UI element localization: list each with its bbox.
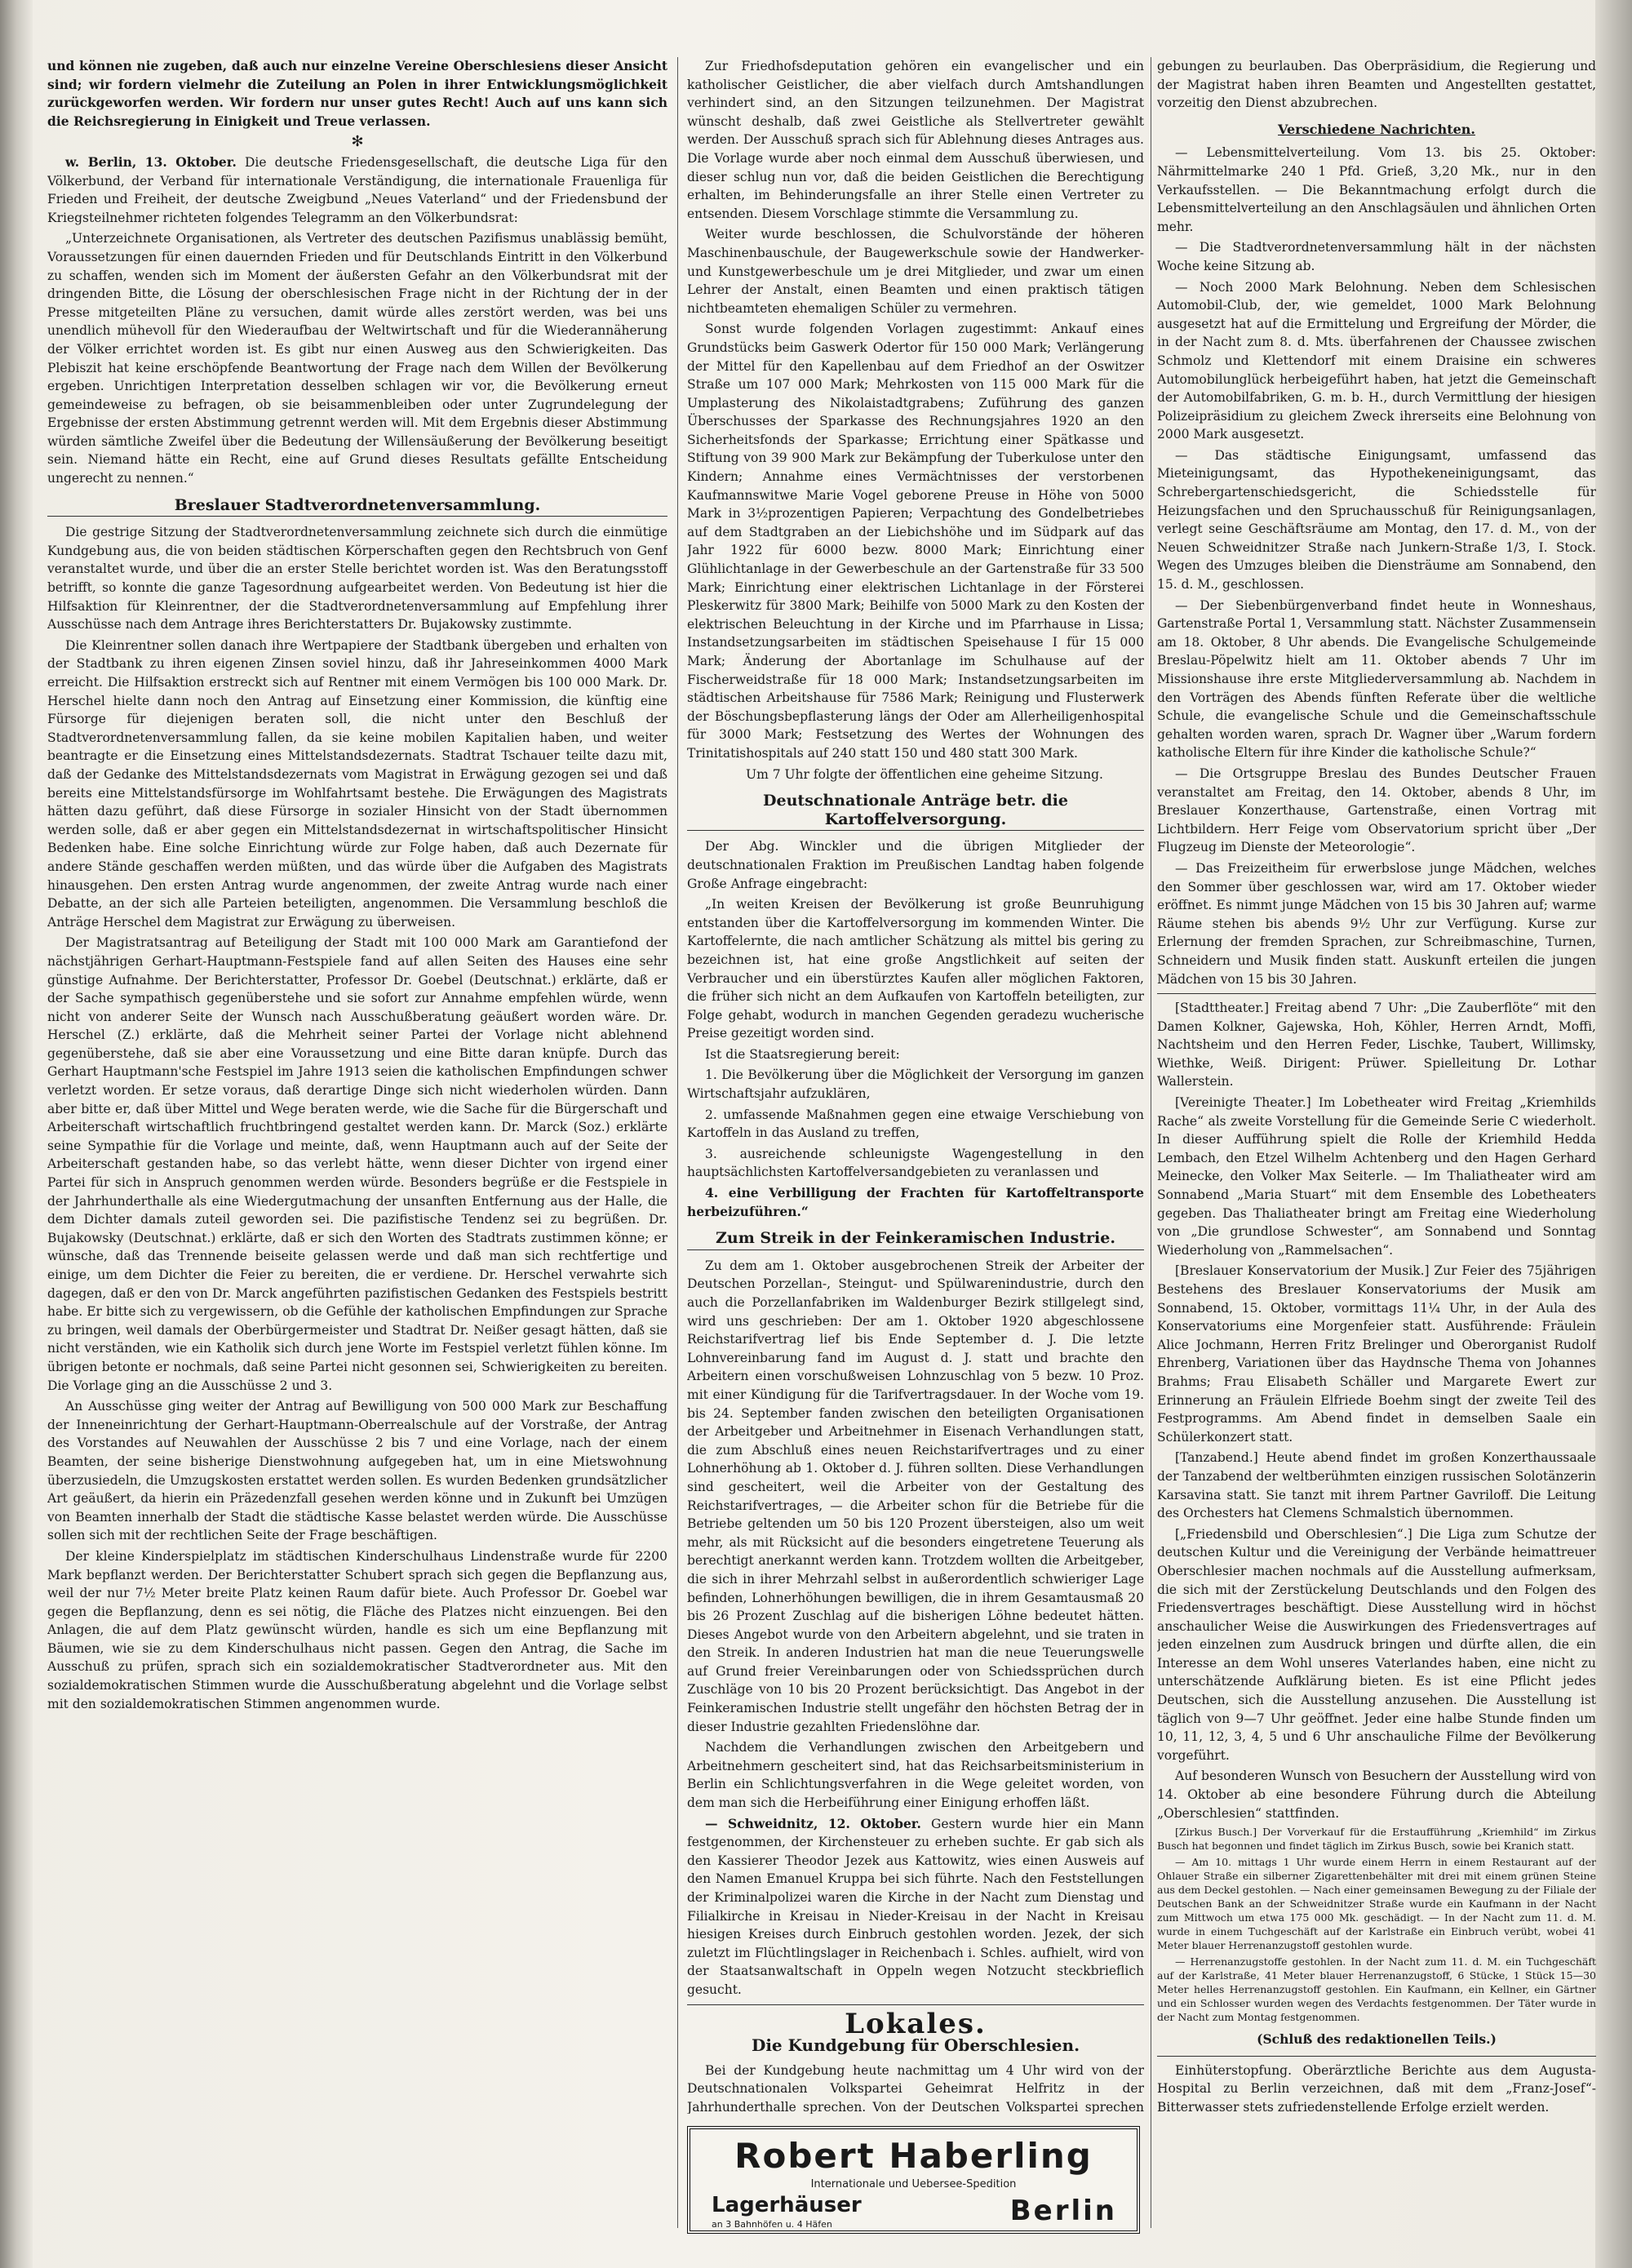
svv-paragraph-1: Die gestrige Sitzung der Stadtverordnetenversammlung zeichnete sich durch die einmütige Kundgebung aus, die von beiden städtischen Körperschaften gegen den Rechtsbruch von Genf veranstaltet wurde, und über die an erster Stelle berichtet worden ist. Was den Beratungsstoff betrifft, so konnte die ganze Tagesordnung aufgearbeitet werden. Von Bedeutung ist hier die Hilfsaktion für Kleinrentner, der die Stadtverordnetenversammlung auf Empfehlung ihrer Ausschüsse nach dem Antrage ihres Berichterstatters Dr. Bujakowsky zustimmte.	[47, 525, 667, 632]
ad-company-name: Robert Haberling	[734, 2136, 1093, 2176]
telegram-text: „Unterzeichnete Organisationen, als Vertreter des deutschen Pazifismus unablässig bemüht, Voraussetzungen für einen dauernden Frieden und für Deutschlands Eintritt in den Völkerbund zu schaffen, wenden sich im Moment der äußersten Gefahr an den Völkerbundsrat mit der dringenden Bitte, die Lösung der oberschlesischen Frage nicht in der Richtung der in der Presse mitgeteilten Pläne zu versuchen, damit würde alles zerstört werden, was bei uns unendlich mühevoll für den Wiederaufbau der Weltwirtschaft und für die Wiederannäherung der Völker errichtet worden ist. Es gibt nur einen Ausweg aus den Schwierigkeiten. Das Plebiszit hat keine erschöpfende Beantwortung der Frage nach dem Willen der Bevölkerung ergeben. Unrichtigen Interpretation desselben schlagen wir vor, die Bevölkerung erneut gemeindeweise zu befragen, ob sie beisammenbleiben oder unter Zugrundelegung der Ergebnisse der ersten Abstimmung getrennt werden will. Mit dem Ergebnis dieser Abstimmung würden sämtliche Zweifel über die Bedeutung der Willensäußerung der Bevölkerung beseitigt sein. Niemand hätte ein Recht, eine auf Grund dieses Resultats gefällte Entscheidung ungerecht zu nennen.“	[47, 231, 667, 486]
schweidnitz-article	[687, 1815, 1144, 1999]
kartoffel-question: Ist die Staatsregierung bereit:	[705, 1046, 900, 1062]
konservatorium-notice: [Breslauer Konservatorium der Musik.] Zur Feier des 75jährigen Bestehens des Breslauer Konservatoriums der Musik am Sonnabend, 15. Oktober, vormittags 11¼ Uhr, in der Aula des Konservatoriums eine Morgenfeier statt. Ausführende: Fräulein Alice Jochmann, Herren Fritz Brelinger und Oberorganist Rudolf Ehrenberg, Variationen über das Haydnsche Thema von Johannes Brahms; Frau Elisabeth Schäller und Margarete Ewert zur Erinnerung an Fräulein Elfriede Boehm singt der zweite Teil des Festprogramms. Am Abend findet in demselben Saale ein Schülerkonzert statt.	[1157, 1263, 1596, 1445]
haberling-advertisement	[687, 2126, 1140, 2234]
zirkus-notice: [Zirkus Busch.] Der Vorverkauf für die Erstaufführung „Kriemhild“ im Zirkus Busch hat begonnen und findet täglich im Zirkus Busch, sowie bei Kranich statt.	[1157, 1826, 1596, 1853]
berlin-dateline: w. Berlin, 13. Oktober.	[65, 153, 237, 170]
kartoffel-paragraph-1: Der Abg. Winckler und die übrigen Mitglieder der deutschnationalen Fraktion im Preußischen Landtag haben folgende Große Anfrage eingebracht:	[687, 839, 1144, 891]
lokales-rule	[687, 2004, 1144, 2005]
news-item-lebensmittel: — Lebensmittelverteilung. Vom 13. bis 25. Oktober: Nährmittelmarke 240 1 Pfd. Grieß, 3,20 Mk., nur in den Verkaufsstellen. — Die Bekanntmachung erfolgt durch die Lebensmittelverteilung an den Anschlagsäulen und ähnlichen Orten mehr.	[1157, 145, 1596, 234]
vorlagen-paragraph: Sonst wurde folgenden Vorlagen zugestimmt: Ankauf eines Grundstücks beim Gaswerk Odertor für 150 000 Mark; Verlängerung der Mittel für den Kapellenbau auf dem Friedhof an der Oswitzer Straße um 107 000 Mark; Mehrkosten von 115 000 Mark für die Umplasterung des Nikolaistadtgrabens; Zuführung des ganzen Überschusses der Sparkasse des Rechnungsjahres 1920 an den Sicherheitsfonds der Sparkasse; Errichtung einer Spätkasse und Stiftung von 39 900 Mark zur Bekämpfung der Tuberkulose unter den Kindern; Annahme eines Vermächtnisses der verstorbenen Kaufmannswitwe Marie Vogel geborene Preuse in Höhe von 5000 Mark in 3½prozentigen Papieren; Verpachtung des Gondelbetriebes auf dem Stadtgraben an der Liebichshöhe und im Südpark auf das Jahr 1922 für 6000 bezw. 8000 Mark; Einrichtung einer Glühlichtanlage in der Gewerbeschule an der Gartenstraße für 33 500 Mark; Einrichtung einer elektrischen Lichtanlage in der Försterei Pleskerwitz für 3800 Mark; Beihilfe von 5000 Mark zu den Kosten der elektrischen Beleuchtung in der Kirche und im Pfarrhause in Lissa; Instandsetzungsarbeiten im städtischen Speisehause I für 15 000 Mark; Änderung der Abortanlage im Schulhause auf der Fischerweidstraße für 18 000 Mark; Instandsetzungsarbeiten im städtischen Arbeitshause für 7586 Mark; Reinigung und Flusterwerk der Böschungsbepflasterung längs der Oder am Allerheiligenhospital für 3000 Mark; Festsetzung des Wertes der Wohnungen des Trinitatishospitals auf 240 statt 150 und 480 statt 300 Mark.	[687, 322, 1144, 761]
svv-paragraph-5: Der kleine Kinderspielplatz im städtischen Kinderschulhaus Lindenstraße wurde für 2200 Mark bepflanzt werden. Der Berichterstatter Schubert sprach sich gegen die Bepflanzung aus, weil der nur 7½ Meter breite Platz keinen Raum dafür biete. Auch Professor Dr. Goebel war gegen die Bepflanzung, denn es sei nötig, die Fläche des Platzes nicht einzuengen. Bei den Anlagen, die auf dem Platz gewünscht würden, handle es sich um eine Bepflanzung mit Bäumen, wie sie zu dem Kinderschulhaus nicht passen. Gegen den Antrag, die Sache im Ausschuß zu prüfen, sprach sich ein sozialdemokratischer Stadtverordneter aus. Mit den sozialdemokratischen Stimmen wurde die Ausschußberatung abgelehnt und die Vorlage selbst mit den sozialdemokratischen Stimmen angenommen wurde.	[47, 1548, 667, 1711]
news-item-freizeitheim: — Das Freizeitheim für erwerbslose junge Mädchen, welches den Sommer über geschlossen war, wird am 17. Oktober wieder eröffnet. Es nimmt junge Mädchen von 15 bis 30 Jahren auf; warme Räume stehen bis abends 9½ Uhr zur Verfügung. Kurse zur Erlernung der fremden Sprachen, zur Schreibmaschine, Turnen, Schneidern und Musik finden statt. Auskunft erteilen die jungen Mädchen von 15 bis 30 Jahren.	[1157, 860, 1596, 987]
friedensbild-notice: [„Friedensbild und Oberschlesien“.] Die Liga zum Schutze der deutschen Kultur und die Vereinigung der Verbände heimattreuer Oberschlesier machen nochmals auf die Ausstellung aufmerksam, die sich mit der Zerstückelung Deutschlands und den Folgen des Friedensvertrages beschäftigt. Diese Ausstellung wird in höchst anschaulicher Weise die Auswirkungen des Friedensvertrages auf jeden einzelnen zum Ausdruck bringen und dürfte allen, die ein Interesse an dem Wohl unseres Vaterlandes haben, eine nicht zu unterschätzende Aufklärung bieten. Es ist eine Pflicht jedes Deutschen, sich die Ausstellung anzusehen. Die Ausstellung ist täglich von 9—7 Uhr geöffnet. Jeder eine halbe Stunde finden um 10, 11, 12, 3, 4, 5 und 6 Uhr anschauliche Filme der Bevölkerung vorgeführt.	[1157, 1526, 1596, 1763]
kundgebung-paragraph: Bei der Kundgebung heute nachmittag um 4 Uhr wird von der Deutschnationalen Volkspartei Geheimrat Helfritz in der Jahrhunderthalle sprechen. Von der Deutschen Volkspartei sprechen	[687, 2062, 1144, 2114]
streik-paragraph-2: Nachdem die Verhandlungen zwischen den Arbeitgebern und Arbeitnehmern gescheitert sind, hat das Reichsarbeitsministerium in Berlin ein Schlichtungsverfahren in die Wege geleitet worden, von dem man sich die Herbeiführung einer Einigung erhoffen läßt.	[687, 1740, 1144, 1811]
lokales-heading: Lokales.	[845, 2007, 987, 2040]
schweidnitz-text: Gestern wurde hier ein Mann festgenommen, der Kirchensteuer zu erheben suchte. Er gab sich als den Kassierer Theodor Jezek aus Kattowitz, wies einen Ausweis auf den Namen Emanuel Kruppa bei sich führte. Nach den Feststellungen der Kriminalpolizei waren die Kirche in der Nacht zum Dienstag und Filialkirche in Kreisau in Nieder-Kreisau in der Nacht in Kreisau hiesigen Kreises durch Einbruch gestohlen worden. Jezek, der sich zuletzt im Flüchtlingslager in Reichenbach i. Schles. aufhielt, wird von der Staatsanwaltschaft in Oppeln wegen Notzucht steckbrieflich gesucht.	[687, 1816, 1144, 1997]
theater-stadttheater: [Stadttheater.] Freitag abend 7 Uhr: „Die Zauberflöte“ mit den Damen Kolkner, Gajewska, Hoh, Köhler, Herren Arndt, Moffi, Nachtsheim und den Herren Feder, Lischke, Taubert, Willimsky, Wiethke, Weiß. Dirigent: Prüwer. Spielleitung Dr. Lothar Wallerstein.	[1157, 1001, 1596, 1090]
kartoffel-item-3: 3. ausreichende schleunigste Wagengestellung in den hauptsächlichsten Kartoffelversandgebieten zu veranlassen und	[687, 1146, 1144, 1180]
news-item-frauen: — Die Ortsgruppe Breslau des Bundes Deutscher Frauen veranstaltet am Freitag, den 14. Oktober, abends 8 Uhr, im Breslauer Konzerthause, Gartenstraße, einen Vortrag mit Lichtbildern. Herr Feige vom Observatorium spricht über „Der Flugzeug im Dienste der Meteorologie“.	[1157, 766, 1596, 855]
police-notice-2: — Herrenanzugstoffe gestohlen. In der Nacht zum 11. d. M. ein Tuchgeschäft auf der Karlstraße, 41 Meter blauer Herrenanzugstoff, 6 Stücke, 1 Stück 15—30 Meter helles Herrenanzugstoff gestohlen. Ein Kaufmann, ein Kellner, ein Gärtner und ein Schlosser wurden wegen des Verdachts festgenommen. Der Täter wurde in der Nacht zum Montag festgenommen.	[1157, 1955, 1596, 2024]
berlin-article	[47, 153, 667, 227]
ad-lagerhaeuser-sub: an 3 Bahnhöfen u. 4 Häfen	[712, 2219, 832, 2230]
streik-heading: Zum Streik in der Feinkeramischen Industrie.	[687, 1229, 1144, 1250]
kartoffel-paragraph-2: „In weiten Kreisen der Bevölkerung ist große Beunruhigung entstanden über die Kartoffelversorgung im kommenden Winter. Die Kartoffelernte, die nach amtlicher Schätzung als mittel bis gering zu bezeichnen ist, hat eine große Angstlichkeit auf seiten der Verbraucher und ein überstürztes Kaufen aller möglichen Faktoren, die früher sich nicht an dem Aufkaufen von Kartoffeln beteiligten, zur Folge gehabt, wodurch in manchen Gegenden geradezu wucherische Preise gezeitigt worden sind.	[687, 897, 1144, 1041]
berlin-text: Die deutsche Friedensgesellschaft, die deutsche Liga für den Völkerbund, der Verband für internationale Verständigung, die internationale Frauenliga für Frieden und Freiheit, der deutsche Zweigbund „Neues Vaterland“ und der Friedensbund der Kriegsteilnehmer richteten folgendes Telegramm an den Völkerbundsrat:	[47, 154, 667, 225]
end-rule	[1157, 2056, 1596, 2057]
ad-tagline: Internationale und Uebersee-Spedition	[810, 2178, 1017, 2190]
schweidnitz-dateline: — Schweidnitz, 12. Oktober.	[705, 1815, 921, 1831]
friedhof-paragraph: Zur Friedhofsdeputation gehören ein evangelischer und ein katholischer Geistlicher, die aber vielfach durch Amtshandlungen verhindert sind, an den Sitzungen teilzunehmen. Der Magistrat wünscht deshalb, daß zwei Geistliche als Stellvertreter gewählt werden. Der Ausschuß sprach sich für Ablehnung dieses Antrages aus. Die Vorlage wurde aber noch einmal dem Ausschuß überwiesen, und dieser schlug nun vor, daß die beiden Geistlichen die Berechtigung erhalten, im Behinderungsfalle an ihrer Stelle einen Vertreter zu entsenden. Diesem Vorschlage stimmte die Versammlung zu.	[687, 59, 1144, 221]
section-separator-star: ✻	[351, 133, 364, 151]
friedensbild-notice-2: Auf besonderen Wunsch von Besuchern der Ausstellung wird von 14. Oktober ab eine besondere Führung durch die Abteilung „Oberschlesien“ stattfinden.	[1157, 1769, 1596, 1821]
ad-lagerhaeuser: Lagerhäuser	[712, 2193, 862, 2217]
nachrichten-heading: Verschiedene Nachrichten.	[1278, 121, 1475, 137]
police-notice-1: — Am 10. mittags 1 Uhr wurde einem Herrn in einem Restaurant auf der Ohlauer Straße ein silberner Zigarettenbehälter mit drei mit einem grünen Steine aus dem Deckel gestohlen. — Nach einer gemeinsamen Bewegung zu der Filiale der Deutschen Bank an der Schweidnitzer Straße wurde ein Kaufmann in der Nacht zum Mittwoch um etwa 175 000 Mk. geschädigt. — In der Nacht zum 11. d. M. wurde in einem Tuchgeschäft auf der Karlstraße ein Einbruch verübt, wobei 41 Meter blauer Herrenanzugstoff gestohlen wurde.	[1157, 1856, 1596, 1952]
kartoffel-heading: Deutschnationale Anträge betr. die Kartoffelversorgung.	[687, 792, 1144, 831]
intro-paragraph: und können nie zugeben, daß auch nur einzelne Vereine Oberschlesiens dieser Ansicht sind; wir fordern vielmehr die Zuteilung an Polen in ihrer Entwicklungsmöglichkeit zurückgeworfen werden. Wir fordern nur unser gutes Recht! Auch auf uns kann sich die Reichsregierung in Einigkeit und Treue verlassen.	[47, 58, 667, 129]
column-1	[47, 57, 667, 2236]
theater-vereinigte: [Vereinigte Theater.] Im Lobetheater wird Freitag „Kriemhilds Rache“ als zweite Vorstellung für die Gemeinde Serie C wiederholt. In dieser Aufführung spielt die Rolle der Kriemhild Hedda Lembach, den Etzel Wilhelm Achtenberg und den Hagen Gerhard Meinecke, den Volker Max Seiterle. — Im Thaliatheater wird am Sonnabend „Maria Stuart“ mit dem Ensemble des Lobetheaters gegeben. Das Thaliatheater bringt am Freitag eine Wiederholung von „Die grundlose Schwester“, am Sonnabend und Sonntag Wiederholung von „Rammelsachen“.	[1157, 1095, 1596, 1258]
schulvorstaende-paragraph: Weiter wurde beschlossen, die Schulvorstände der höheren Maschinenbauschule, der Baugewerkschule sowie der Handwerker- und Kunstgewerbeschule um je drei Mitglieder, und zwar um einen Lehrer der Anstalt, einen Beamten und einen praktisch tätigen nichtbeamteten ehemaligen Schüler zu vermehren.	[687, 227, 1144, 316]
kundgebung-continued: gebungen zu beurlauben. Das Oberpräsidium, die Regierung und der Magistrat haben ihren Beamten und Angestellten gestattet, vorzeitig den Dienst abzubrechen.	[1157, 59, 1596, 111]
adjacent-page-edge	[1595, 0, 1632, 2268]
svv-paragraph-4: An Ausschüsse ging weiter der Antrag auf Bewilligung von 500 000 Mark zur Beschaffung der Inneneinrichtung der Gerhart-Hauptmann-Oberrealschule auf der Vorstraße, der Antrag des Vorstandes auf Neuwahlen der Ausschüsse 2 bis 7 und eine Vorlage, nach der einem Beamten, der seine bisherige Dienstwohnung aufgegeben hat, um in eine Mietswohnung überzusiedeln, die Umzugskosten erstattet werden sollen. Es wurden Bedenken grundsätzlicher Art geäußert, da hierin ein Präzedenzfall gesehen werden könne und in Zukunft bei Umzügen von Beamten innerhalb der Stadt die städtische Kasse belastet werden würde. Die Ausschüsse sollen sich mit der rechtlichen Seite der Frage beschäftigen.	[47, 1399, 667, 1543]
news-item-verbaende: — Der Siebenbürgenverband findet heute in Wonneshaus, Gartenstraße Portal 1, Versammlung statt. Nächster Zusammensein am 18. Oktober, 8 Uhr abends. Die Evangelische Schulgemeinde Breslau-Pöpelwitz hielt am 11. Oktober abends 7 Uhr im Missionshause ihre erste Mitgliederversammlung ab. Nachdem in den Vorträgen des Abends fünften Referate über die weltliche Schule, die evangelische Schule und die Gemeinschaftsschule gehalten worden waren, sprach Dr. Wagner über „Warum fordern katholische Eltern für ihre Kinder die katholische Schule?“	[1157, 597, 1596, 761]
page-binding-edge	[0, 0, 33, 2268]
streik-paragraph-1: Zu dem am 1. Oktober ausgebrochenen Streik der Arbeiter der Deutschen Porzellan-, Steingut- und Spülwarenindustrie, durch den auch die Porzellanfabriken im Waldenburger Bezirk stillgelegt sind, wird uns geschrieben: Der am 1. Oktober 1920 abgeschlossene Reichstarifvertrag lief bis Ende September d. J. Die letzte Lohnvereinbarung fand im August d. J. statt und brachte den Arbeitern einen vorschußweisen Lohnzuschlag von 5 bezw. 10 Proz. mit einer Kündigung für die Tarifvertragsdauer. In der Woche vom 19. bis 24. September fanden zwischen den beteiligten Organisationen der Arbeitgeber und Arbeitnehmer in Eisenach Verhandlungen statt, die zum Abschluß eines neuen Reichstarifvertrages und zu einer Lohnerhöhung ab 1. Oktober d. J. führen sollten. Diese Verhandlungen sind gescheitert, weil die Arbeiter von der Gestaltung des Reichstarifvertrages, — die Arbeiter schon für die Betriebe für die Betriebe geltenden um 50 bis 120 Prozent übersteigen, also um weit mehr, als mit Rücksicht auf die besonders eingetretene Teuerung als berechtigt anerkannt werden kann. Trotzdem wollten die Arbeitgeber, die sich in ihrer Mehrzahl selbst in außerordentlich schwieriger Lage befinden, Lohnerhöhungen bewilligen, die in ihrem Gesamtausmaß 20 bis 26 Prozent Zuschlag auf die bisherigen Löhne bedeutet hätten. Dieses Angebot wurde von den Arbeitern abgelehnt, und sie traten in den Streik. In anderen Industrien hat man die neue Teuerungswelle auf Grund freier Vereinbarungen oder von Schiedssprüchen durch Zuschläge von 10 bis 20 Prozent berücksichtigt. Das Angebot in der Feinkeramischen Industrie stellt ungefähr den höchsten Betrag der in dieser Industrie gezahlten Friedenslöhne dar.	[687, 1258, 1144, 1734]
svv-paragraph-2: Die Kleinrentner sollen danach ihre Wertpapiere der Stadtbank übergeben und erhalten von der Stadtbank zu ihren eigenen Zinsen soviel hinzu, daß ihr Jahreseinkommen 4000 Mark erreicht. Die Hilfsaktion erstreckt sich auf Rentner mit einem Vermögen bis 100 000 Mark. Dr. Herschel hielte dann noch den Antrag auf Einsetzung einer Kommission, die künftig eine Fürsorge für diejenigen beraten soll, die nicht unter den Beschluß der Stadtverordnetenversammlung fallen, da sie keine mobilen Kapitalien haben, und weiter beantragte er die Einsetzung eines Mittelstandsdezernats. Stadtrat Tschauer teilte dazu mit, daß der Gedanke des Mittelstandsdezernats vom Magistrat in Erwägung gezogen sei und daß bereits eine Mittelstandsfürsorge im Wohlfahrtsamt bestehe. Die Erwägungen des Magistrats hätten dazu geführt, daß diese Fürsorge in sozialer Hinsicht von der Stadt übernommen werden solle, daß er aber gegen ein Mittelstandsdezernat in wirtschaftspolitischer Hinsicht Bedenken habe. Eine solche Einrichtung würde zur Folge haben, daß auch Dezernate für andere Stände geschaffen werden müßten, und das würde über die Aufgaben des Magistrats hinausgehen. Den ersten Antrag wurde angenommen, der zweite Antrag wurde nach einer Debatte, an der sich alle Parteien beteiligten, angenommen. Die Versammlung beschloß die Anträge Herschel dem Magistrat zur Erwägung zu überweisen.	[47, 637, 667, 930]
kundgebung-heading: Die Kundgebung für Oberschlesien.	[751, 2035, 1080, 2056]
tanzabend-notice: [Tanzabend.] Heute abend findet im großen Konzerthaussaale der Tanzabend der weltberühmten einzigen russischen Solotänzerin Karsavina statt. Sie tanzt mit ihrem Partner Gavriloff. Die Leitung des Orchesters hat Clemens Schmalstich übernommen.	[1157, 1450, 1596, 1521]
column-3	[1157, 57, 1596, 2236]
news-item-einigungsamt: — Das städtische Einigungsamt, umfassend das Mieteinigungsamt, das Hypothekeneinigungsamt, das Schrebergartenschiedsgericht, die Schiedsstelle für Heizungsfachen und den Spruchausschuß für Reinigungsanlagen, verlegt seine Geschäftsräume am Montag, den 17. d. M., von der Neuen Schweidnitzer Straße nach Junkern-Straße 1/3, I. Stock. Wegen des Umzuges bleiben die Diensträume am Sonnabend, den 15. d. M., geschlossen.	[1157, 447, 1596, 593]
geheime-sitzung-paragraph: Um 7 Uhr folgte der öffentlichen eine geheime Sitzung.	[746, 766, 1103, 782]
bitterwasser-ad: Einhüterstopfung. Oberärztliche Berichte aus dem Augusta-Hospital zu Berlin verzeichnen, daß mit dem „Franz-Josef“-Bitterwasser stets zufriedenstellende Erfolge erzielt werden.	[1157, 2062, 1596, 2115]
end-of-editorial-note: (Schluß des redaktionellen Teils.)	[1257, 2031, 1497, 2048]
svv-heading: Breslauer Stadtverordnetenversammlung.	[47, 496, 667, 517]
kartoffel-item-4: 4. eine Verbilligung der Frachten für Kartoffeltransporte herbeizuführen.“	[687, 1185, 1144, 1219]
news-item-stadtverordnete: — Die Stadtverordnetenversammlung hält in der nächsten Woche keine Sitzung ab.	[1157, 240, 1596, 273]
theater-rule	[1157, 993, 1596, 994]
kartoffel-item-1: 1. Die Bevölkerung über die Möglichkeit der Versorgung im ganzen Wirtschaftsjahr aufzuklären,	[687, 1067, 1144, 1102]
column-2	[687, 57, 1144, 2114]
kartoffel-item-2: 2. umfassende Maßnahmen gegen eine etwaige Verschiebung von Kartoffeln in das Ausland zu treffen,	[687, 1107, 1144, 1141]
news-item-belohnung: — Noch 2000 Mark Belohnung. Neben dem Schlesischen Automobil-Club, der, wie gemeldet, 1000 Mark Belohnung ausgesetzt hat auf die Ermittelung und Ergreifung der Mörder, die in der Nacht zum 8. d. Mts. überfahrenen der Chaussee zwischen Schmolz und Klettendorf mit einem Draisine ein schweres Automobilunglück herbeigeführt haben, hat jetzt die Gemeinschaft der Automobilfabriken, G. m. b. H., durch Vermittlung der hiesigen Polizeipräsidium zu gleichem Zweck ihrerseits eine Belohnung von 2000 Mark ausgesetzt.	[1157, 279, 1596, 442]
svv-paragraph-3: Der Magistratsantrag auf Beteiligung der Stadt mit 100 000 Mark am Garantiefond der nächstjährigen Gerhart-Hauptmann-Festspiele fand auf allen Seiten des Hauses eine sehr günstige Aufnahme. Der Berichterstatter, Professor Dr. Goebel (Deutschnat.) erklärte, daß er der Sache sympathisch gegenüberstehe und sie sofort zur Annahme empfehlen würde, wenn nicht von anderer Seite der Wunsch nach Ausschußberatung geäußert worden wäre. Dr. Herschel (Z.) erklärte, daß die Mehrheit seiner Partei der Vorlage nicht ablehnend gegenüberstehe, daß sie aber eine Voraussetzung und eine Bitte daran knüpfe. Durch das Gerhart Hauptmann'sche Festspiel im Jahre 1913 seien die katholischen Empfindungen schwer verletzt worden. Er setze voraus, daß derartige Dinge sich nicht wiederholen würden. Dann aber bitte er, daß über Mittel und Wege beraten werde, wie die Sache für die Bürgerschaft und Arbeiterschaft wirtschaftlich fruchtbringend gestaltet werden kann. Dr. Marck (Soz.) erklärte seine Sympathie für die Vorlage und meinte, daß, wenn Hauptmann auch auf der Seite der Arbeiterschaft gestanden habe, so das verlebt hätte, wenn dieser Dichter von irgend einer Partei für sich in Anspruch genommen werden würde. Besonders begrüße er die Festspiele in der Jahrhunderthalle als eine Wiedergutmachung der unsanften Entfernung aus der Halle, die dem Dichter damals zuteil geworden sei. Die pazifistische Tendenz sei zu begrüßen. Dr. Bujakowsky (Deutschnat.) erklärte, daß er sich den Worten des Stadtrats zustimmen könne; er wünsche, daß das Trennende beiseite gelassen werde und daß man sich rechtfertige und einige, um dem Dichter die Feier zu bereiten, die er verdiene. Dr. Herschel verwahrte sich dagegen, daß er den von Dr. Marck angeführten pazifistischen Gedanken des Festspiels bestritt habe. Er bitte sich zu vergewissern, ob die Gefühle der katholischen Empfindungen zur Sprache zu bringen, weil damals der Oberbürgermeister und Stadtrat Dr. Neißer gesagt hätten, daß sie nicht verständen, wie ein Katholik sich durch jene Worte im Festspiel verletzt fühlen könne. Im übrigen betonte er nochmals, daß seine Partei nicht gesonnen sei, Schwierigkeiten zu bereiten. Die Vorlage ging an die Ausschüsse 2 und 3.	[47, 935, 667, 1393]
ad-city: Berlin	[1009, 2195, 1117, 2227]
column-rule-1	[677, 57, 678, 2228]
